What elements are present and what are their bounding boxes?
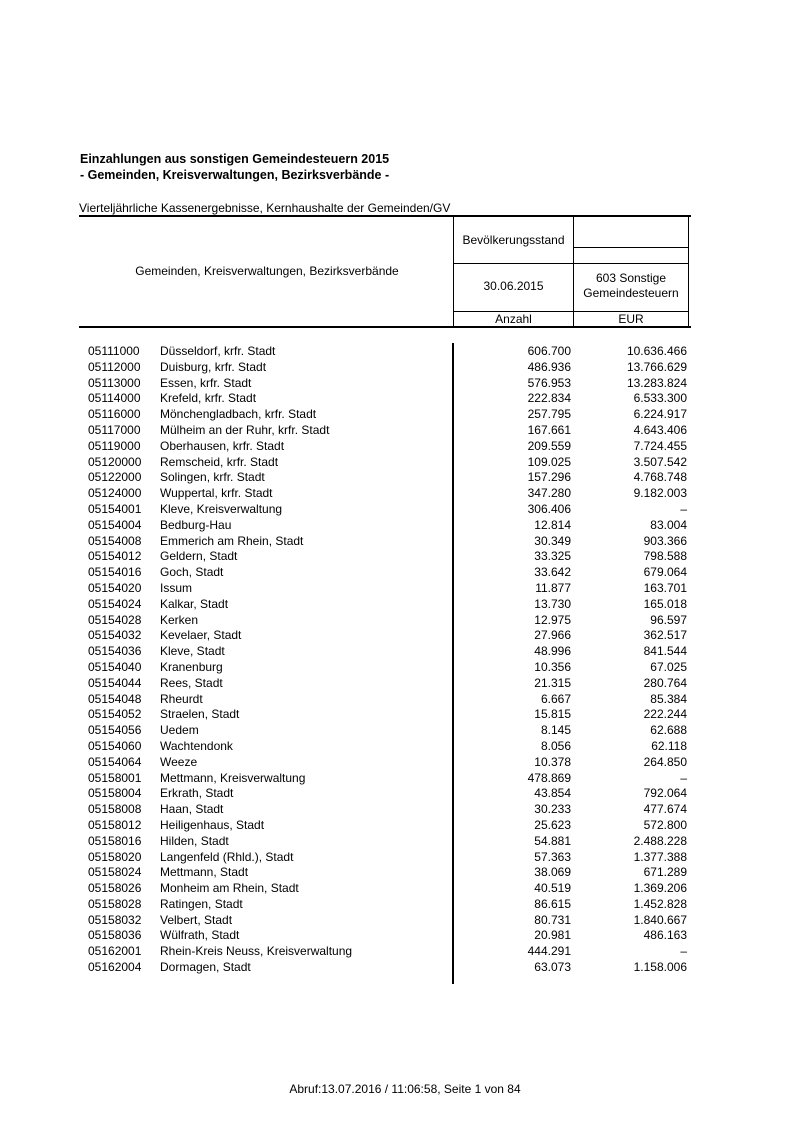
tax-header-line-1: 603 Sonstige <box>595 271 667 285</box>
row-code: 05114000 <box>88 391 141 406</box>
title-line-1: Einzahlungen aus sonstigen Gemeindesteuern 2015 <box>80 152 390 166</box>
row-code: 05154008 <box>88 533 142 548</box>
row-population: 10.378 <box>534 754 571 769</box>
row-population: 157.296 <box>527 470 571 485</box>
row-name: Haan, Stadt <box>160 802 224 817</box>
table-row <box>0 613 810 629</box>
row-code: 05154052 <box>88 707 142 722</box>
row-population: 13.730 <box>534 596 571 611</box>
header-top-rule <box>79 215 691 217</box>
table-subtitle: Vierteljährliche Kassenergebnisse, Kernhaushalte der Gemeinden/GV <box>79 201 451 215</box>
population-header: Bevölkerungsstand <box>462 233 565 247</box>
row-population: 57.363 <box>534 849 571 864</box>
table-row <box>0 755 810 771</box>
table-row <box>0 786 810 802</box>
table-row <box>0 502 810 518</box>
row-tax-amount: 362.517 <box>643 628 687 643</box>
table-row <box>0 692 810 708</box>
table-row <box>0 707 810 723</box>
table-row <box>0 518 810 534</box>
row-population: 12.975 <box>534 612 571 627</box>
row-name: Hilden, Stadt <box>160 833 229 848</box>
table-row <box>0 376 810 392</box>
row-population: 48.996 <box>534 644 571 659</box>
row-name: Dormagen, Stadt <box>160 960 251 975</box>
row-tax-amount: 1.377.388 <box>633 849 687 864</box>
row-tax-amount: – <box>680 770 687 785</box>
table-row <box>0 913 810 929</box>
row-name: Geldern, Stadt <box>160 549 238 564</box>
row-population: 444.291 <box>527 944 571 959</box>
row-tax-amount: 264.850 <box>643 754 687 769</box>
row-code: 05154012 <box>88 549 142 564</box>
table-row <box>0 676 810 692</box>
row-population: 10.356 <box>534 659 571 674</box>
table-row <box>0 597 810 613</box>
row-name: Uedem <box>160 723 199 738</box>
row-population: 30.233 <box>534 802 571 817</box>
row-tax-amount: 13.283.824 <box>626 375 687 390</box>
row-tax-amount: 798.588 <box>643 549 687 564</box>
row-code: 05117000 <box>88 422 141 437</box>
row-code: 05116000 <box>88 407 141 422</box>
row-name: Krefeld, krfr. Stadt <box>160 391 257 406</box>
row-name: Monheim am Rhein, Stadt <box>160 881 299 896</box>
row-name: Duisburg, krfr. Stadt <box>160 359 267 374</box>
table-row <box>0 439 810 455</box>
header-col2-top-rule <box>573 247 689 248</box>
row-tax-amount: 222.244 <box>643 707 687 722</box>
table-row <box>0 486 810 502</box>
row-code: 05158004 <box>88 786 142 801</box>
row-population: 21.315 <box>534 675 571 690</box>
page-footer: Abruf:13.07.2016 / 11:06:58, Seite 1 von 84 <box>289 1082 521 1096</box>
table-row <box>0 802 810 818</box>
row-tax-amount: 280.764 <box>643 675 687 690</box>
row-tax-amount: 62.688 <box>650 723 687 738</box>
row-name: Mettmann, Kreisverwaltung <box>160 770 306 785</box>
row-name: Solingen, krfr. Stadt <box>160 470 265 485</box>
row-tax-amount: 10.636.466 <box>626 344 687 358</box>
table-row <box>0 391 810 407</box>
table-row <box>0 628 810 644</box>
row-tax-amount: 163.701 <box>643 580 687 595</box>
table-row <box>0 928 810 944</box>
row-name: Essen, krfr. Stadt <box>160 375 252 390</box>
row-code: 05154064 <box>88 754 142 769</box>
row-name: Emmerich am Rhein, Stadt <box>160 533 304 548</box>
document-title <box>80 151 389 183</box>
row-code: 05154032 <box>88 628 142 643</box>
table-row <box>0 850 810 866</box>
row-tax-amount: 7.724.455 <box>633 438 687 453</box>
title-line-2: - Gemeinden, Kreisverwaltungen, Bezirksverbände - <box>80 168 390 182</box>
row-name: Weeze <box>160 754 198 769</box>
tax-header-line-2: Gemeindesteuern <box>583 286 679 300</box>
row-code: 05154016 <box>88 565 142 580</box>
row-code: 05154004 <box>88 517 142 532</box>
table-body <box>0 344 810 976</box>
table-row <box>0 723 810 739</box>
row-name: Bedburg-Hau <box>160 517 232 532</box>
row-population: 606.700 <box>527 344 571 358</box>
row-name: Kevelaer, Stadt <box>160 628 242 643</box>
row-population: 222.834 <box>527 391 571 406</box>
row-tax-amount: 679.064 <box>643 565 687 580</box>
row-tax-amount: – <box>680 501 687 516</box>
row-tax-amount: 841.544 <box>643 644 687 659</box>
row-population: 43.854 <box>534 786 571 801</box>
row-tax-amount: 13.766.629 <box>626 359 687 374</box>
row-code: 05154056 <box>88 723 142 738</box>
row-population: 486.936 <box>527 359 571 374</box>
table-row <box>0 581 810 597</box>
row-tax-amount: 1.369.206 <box>633 881 687 896</box>
row-name: Kalkar, Stadt <box>160 596 229 611</box>
row-population: 8.145 <box>540 723 571 738</box>
row-population: 11.877 <box>535 580 571 595</box>
row-name: Rees, Stadt <box>160 675 223 690</box>
row-population: 8.056 <box>540 738 571 753</box>
row-code: 05158024 <box>88 865 142 880</box>
table-row <box>0 407 810 423</box>
row-tax-amount: 6.224.917 <box>633 407 687 422</box>
row-population: 209.559 <box>527 438 571 453</box>
row-name: Oberhausen, krfr. Stadt <box>160 438 285 453</box>
table-row <box>0 944 810 960</box>
row-name: Rhein-Kreis Neuss, Kreisverwaltung <box>160 944 353 959</box>
row-population: 20.981 <box>534 928 571 943</box>
row-population: 33.325 <box>534 549 571 564</box>
row-code: 05162004 <box>88 960 142 975</box>
table-row <box>0 470 810 486</box>
row-code: 05113000 <box>88 375 141 390</box>
row-tax-amount: 4.768.748 <box>633 470 687 485</box>
row-population: 30.349 <box>534 533 571 548</box>
row-code: 05154040 <box>88 659 142 674</box>
row-population: 15.815 <box>534 707 571 722</box>
row-population: 576.953 <box>527 375 571 390</box>
table-row <box>0 818 810 834</box>
row-tax-amount: 1.840.667 <box>633 912 687 927</box>
row-code: 05124000 <box>88 486 142 501</box>
table-row <box>0 960 810 976</box>
row-name: Remscheid, krfr. Stadt <box>160 454 279 469</box>
row-code: 05112000 <box>88 359 141 374</box>
row-population: 12.814 <box>534 517 571 532</box>
row-tax-amount: 2.488.228 <box>633 833 687 848</box>
table-row <box>0 865 810 881</box>
table-row <box>0 771 810 787</box>
table-row <box>0 344 810 360</box>
row-tax-amount: 9.182.003 <box>633 486 687 501</box>
population-date: 30.06.2015 <box>483 279 544 293</box>
row-code: 05158008 <box>88 802 142 817</box>
row-name: Wülfrath, Stadt <box>160 928 240 943</box>
row-name: Issum <box>160 580 193 595</box>
row-name: Mönchengladbach, krfr. Stadt <box>160 407 317 422</box>
row-tax-amount: 477.674 <box>643 802 687 817</box>
row-label-header: Gemeinden, Kreisverwaltungen, Bezirksverbände <box>135 264 399 278</box>
row-code: 05158012 <box>88 817 142 832</box>
row-code: 05119000 <box>88 438 141 453</box>
table-row <box>0 565 810 581</box>
row-code: 05158020 <box>88 849 142 864</box>
row-code: 05154044 <box>88 675 142 690</box>
row-name: Ratingen, Stadt <box>160 896 243 911</box>
row-name: Mülheim an der Ruhr, krfr. Stadt <box>160 422 330 437</box>
row-name: Rheurdt <box>160 691 203 706</box>
row-tax-amount: 671.289 <box>643 865 687 880</box>
row-name: Wuppertal, krfr. Stadt <box>160 486 273 501</box>
row-tax-amount: 4.643.406 <box>633 422 687 437</box>
row-tax-amount: 6.533.300 <box>633 391 687 406</box>
row-tax-amount: 67.025 <box>650 659 687 674</box>
tax-unit: EUR <box>618 312 644 326</box>
row-population: 63.073 <box>534 960 571 975</box>
row-tax-amount: 165.018 <box>643 596 687 611</box>
row-name: Heiligenhaus, Stadt <box>160 817 265 832</box>
row-name: Langenfeld (Rhld.), Stadt <box>160 849 294 864</box>
row-code: 05154060 <box>88 738 142 753</box>
row-name: Kerken <box>160 612 199 627</box>
row-tax-amount: 1.452.828 <box>633 896 687 911</box>
table-row <box>0 897 810 913</box>
header-mid-rule <box>453 263 689 264</box>
row-tax-amount: 1.158.006 <box>633 960 687 975</box>
row-code: 05158026 <box>88 881 142 896</box>
table-row <box>0 881 810 897</box>
row-name: Kleve, Stadt <box>160 644 225 659</box>
row-tax-amount: 85.384 <box>650 691 687 706</box>
row-code: 05158028 <box>88 896 142 911</box>
row-tax-amount: 792.064 <box>643 786 687 801</box>
row-name: Straelen, Stadt <box>160 707 240 722</box>
table-row <box>0 739 810 755</box>
row-code: 05120000 <box>88 454 142 469</box>
row-name: Velbert, Stadt <box>160 912 233 927</box>
row-population: 257.795 <box>527 407 571 422</box>
row-name: Goch, Stadt <box>160 565 224 580</box>
row-population: 54.881 <box>534 833 571 848</box>
row-name: Wachtendonk <box>160 738 233 753</box>
table-row <box>0 834 810 850</box>
table-row <box>0 423 810 439</box>
tax-header <box>574 271 688 301</box>
row-population: 109.025 <box>527 454 571 469</box>
row-code: 05158016 <box>88 833 142 848</box>
table-row <box>0 534 810 550</box>
row-code: 05154001 <box>88 501 142 516</box>
row-code: 05154024 <box>88 596 142 611</box>
row-tax-amount: – <box>680 944 687 959</box>
row-tax-amount: 62.118 <box>651 738 687 753</box>
row-code: 05122000 <box>88 470 142 485</box>
row-tax-amount: 903.366 <box>643 533 687 548</box>
table-row <box>0 455 810 471</box>
row-population: 80.731 <box>534 912 571 927</box>
population-unit: Anzahl <box>495 312 532 326</box>
row-tax-amount: 83.004 <box>650 517 687 532</box>
row-name: Erkrath, Stadt <box>160 786 234 801</box>
row-name: Mettmann, Stadt <box>160 865 249 880</box>
row-code: 05162001 <box>88 944 142 959</box>
row-population: 40.519 <box>534 881 571 896</box>
row-population: 167.661 <box>527 422 571 437</box>
header-divider-3 <box>688 217 689 326</box>
row-name: Kranenburg <box>160 659 223 674</box>
row-population: 86.615 <box>534 896 571 911</box>
row-code: 05154048 <box>88 691 142 706</box>
row-code: 05158032 <box>88 912 142 927</box>
row-name: Kleve, Kreisverwaltung <box>160 501 283 516</box>
row-code: 05111000 <box>88 344 140 358</box>
row-code: 05158036 <box>88 928 142 943</box>
row-population: 38.069 <box>534 865 571 880</box>
row-population: 347.280 <box>527 486 571 501</box>
table-row <box>0 360 810 376</box>
row-name: Düsseldorf, krfr. Stadt <box>160 344 276 358</box>
row-population: 27.966 <box>534 628 571 643</box>
row-population: 33.642 <box>534 565 571 580</box>
row-tax-amount: 3.507.542 <box>633 454 687 469</box>
row-tax-amount: 572.800 <box>643 817 687 832</box>
row-tax-amount: 96.597 <box>650 612 687 627</box>
row-code: 05158001 <box>88 770 142 785</box>
row-code: 05154020 <box>88 580 142 595</box>
row-code: 05154036 <box>88 644 142 659</box>
row-population: 478.869 <box>527 770 571 785</box>
table-row <box>0 549 810 565</box>
table-row <box>0 660 810 676</box>
row-population: 6.667 <box>540 691 571 706</box>
row-tax-amount: 486.163 <box>643 928 687 943</box>
table-row <box>0 644 810 660</box>
row-code: 05154028 <box>88 612 142 627</box>
row-population: 25.623 <box>534 817 571 832</box>
row-population: 306.406 <box>527 501 571 516</box>
